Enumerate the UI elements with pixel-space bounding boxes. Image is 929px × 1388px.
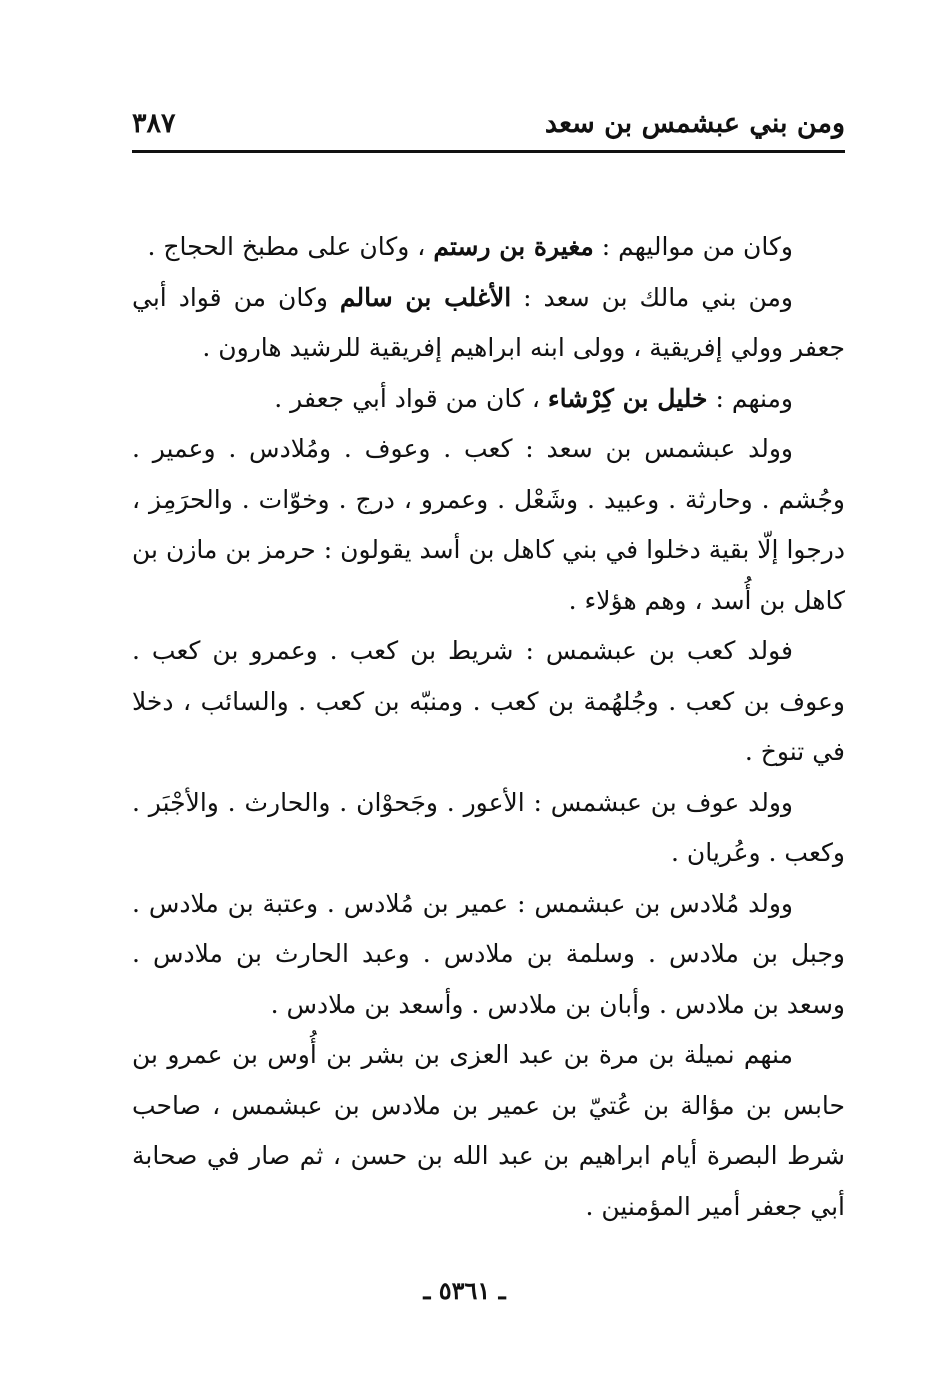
bold-name: مغيرة بن رستم — [433, 232, 594, 261]
footer-page-marker: ـ ٥٣٦١ ـ — [423, 1276, 506, 1305]
text-run: ومن بني مالك بن سعد : — [511, 282, 793, 312]
paragraph — [132, 424, 845, 626]
text-run: ، وكان على مطبخ الحجاج . — [147, 232, 434, 261]
text-run: منهم نميلة بن مرة بن عبد العزى بن بشر بن أُوس بن عمرو بن حابس بن مؤالة بن عُتيّ بن عمير بن ملادس بن عبشمس ، صاحب شرط البصرة أيام ابراهيم بن عبد الله بن حسن ، ثم صار في صحابة أبي جعفر أمير المؤمنين . — [132, 1040, 845, 1221]
paragraph — [132, 222, 845, 273]
text-run: وكان من مواليهم : — [593, 232, 793, 261]
text-run: وولد عبشمس بن سعد : كعب . وعوف . ومُلادس . وعمير . وجُشم . وحارثة . وعبيد . وشَعْل . وعمرو ، درج . وخوّات . والحرَمِز ، درجوا إلّا بقية دخلوا في بني كاهل بن أسد يقولون : حرمز بن مازن بن كاهل بن أُسد ، وهم هؤلاء . — [132, 434, 845, 615]
paragraph — [132, 374, 845, 425]
paragraph — [132, 879, 845, 1031]
text-run: فولد كعب بن عبشمس : شريط بن كعب . وعمرو بن كعب . وعوف بن كعب . وجُلهُمة بن كعب . ومنبّه بن كعب . والسائب ، دخلا في تنوخ . — [132, 636, 845, 766]
paragraph — [132, 273, 845, 374]
text-run: وكان من قواد أبي جعفر وولي إفريقية ، وولى ابنه ابراهيم إفريقية للرشيد هارون . — [132, 282, 845, 362]
bold-name: الأغلب بن سالم — [339, 282, 512, 312]
text-run: وولد عوف بن عبشمس : الأعور . وجَحوْان . والحارث . والأجْبَر . وكعب . وعُريان . — [132, 787, 845, 867]
paragraph — [132, 626, 845, 778]
running-header — [132, 104, 845, 148]
bold-name: خليل بن كِرْشاء — [547, 383, 708, 413]
running-title: ومن بني عبشمس بن سعد — [544, 108, 845, 139]
paragraph — [132, 778, 845, 879]
paragraph — [132, 1030, 845, 1232]
body-text — [132, 222, 845, 1232]
text-run: ، كان من قواد أبي جعفر . — [274, 383, 548, 413]
text-run: وولد مُلادس بن عبشمس : عمير بن مُلادس . وعتبة بن ملادس . وجبل بن ملادس . وسلمة بن ملادس . وعبد الحارث بن ملادس . وسعد بن ملادس . وأبان بن ملادس . وأسعد بن ملادس . — [132, 888, 845, 1019]
page-number: ٣٨٧ — [132, 108, 176, 139]
text-run: ومنهم : — [707, 383, 793, 413]
header-rule — [132, 150, 845, 153]
